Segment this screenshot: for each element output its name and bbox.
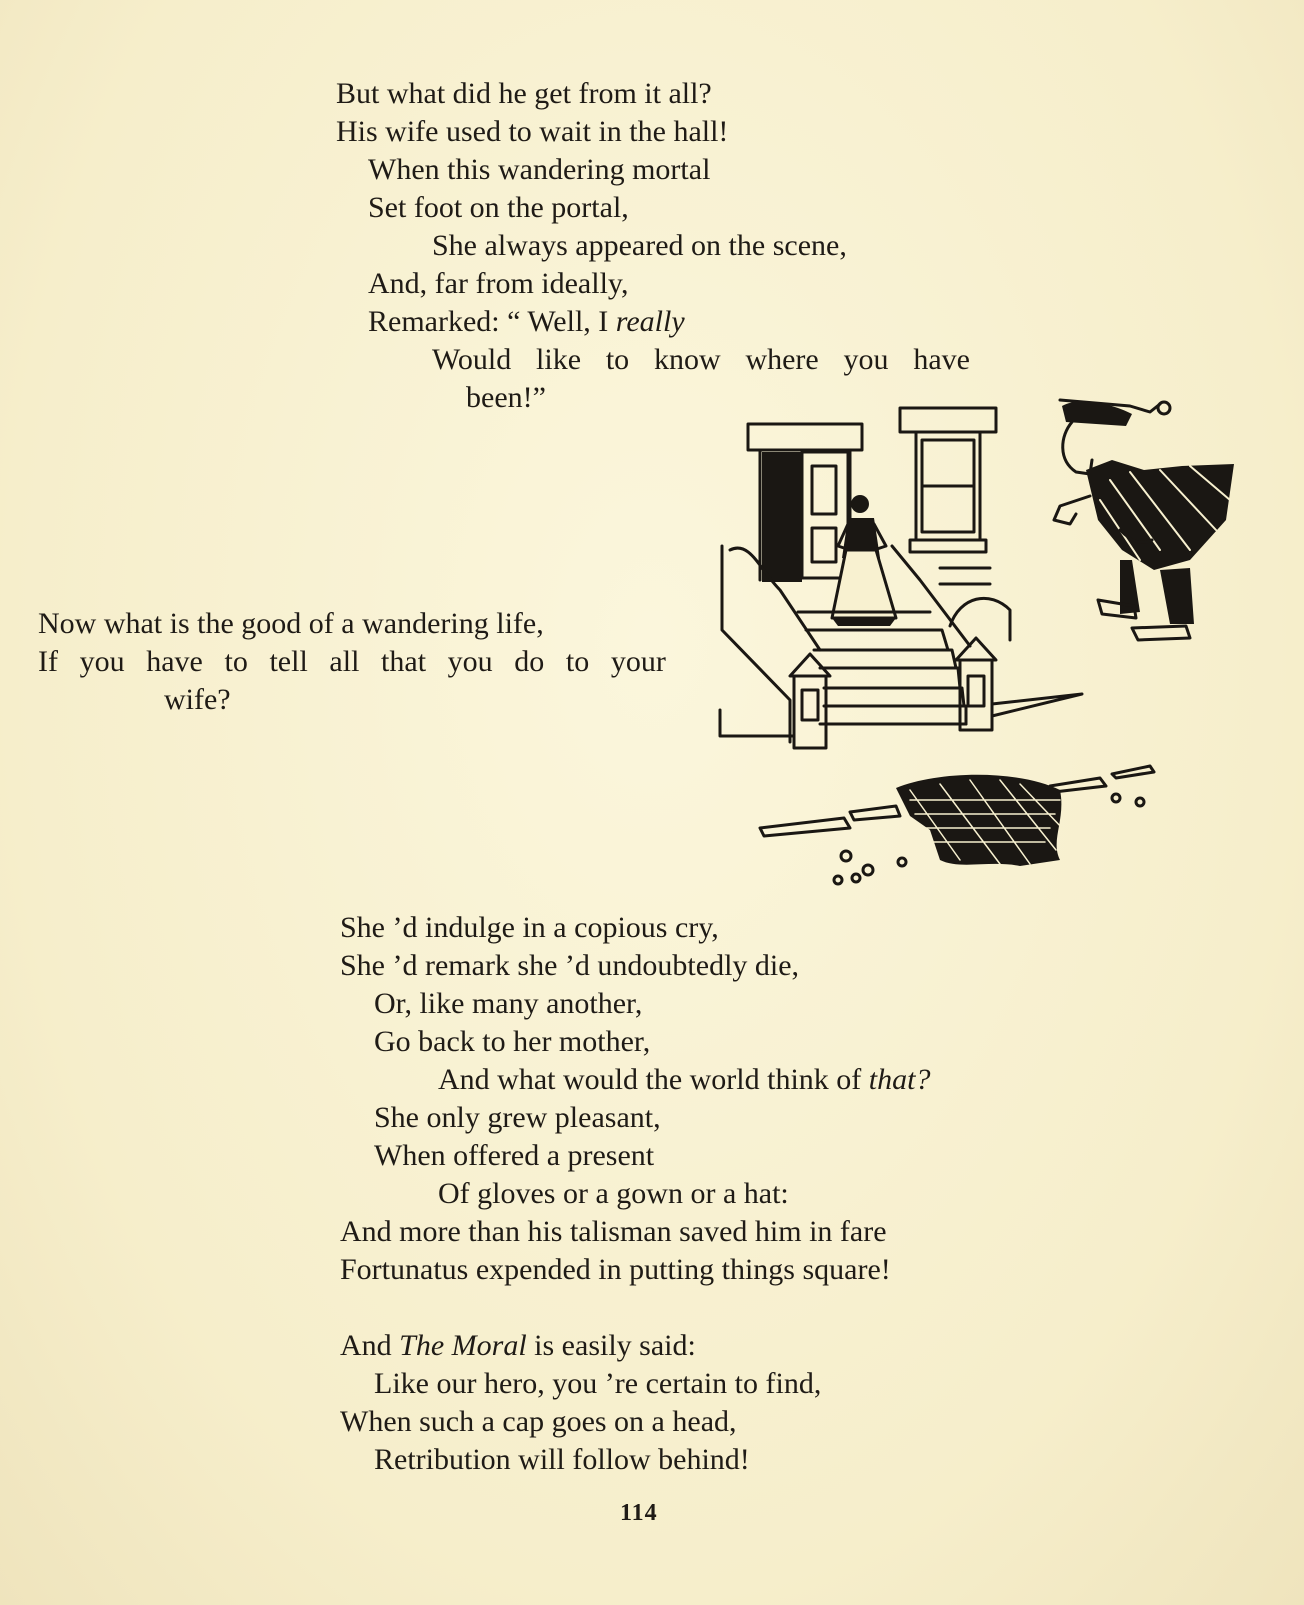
word: like (536, 343, 582, 376)
aside-line-justified (38, 644, 666, 680)
word: to (565, 645, 590, 678)
word: tell (269, 645, 308, 678)
italic-title: The Moral (399, 1329, 527, 1362)
right-lamp-post (956, 638, 996, 730)
doorstep-illustration (720, 400, 1260, 920)
verse-line: When offered a present (374, 1139, 655, 1172)
verse-line: And, far from ideally, (368, 267, 629, 300)
verse-line: When such a cap goes on a head, (340, 1405, 737, 1438)
verse-line: When this wandering mortal (368, 153, 711, 186)
verse-line: Of gloves or a gown or a hat: (438, 1177, 789, 1210)
italic-word: really (615, 305, 685, 338)
word: where (745, 343, 819, 376)
verse-line: Like our hero, you ’re certain to find, (374, 1367, 822, 1400)
word: Would (432, 343, 512, 376)
word: have (913, 343, 970, 376)
verse-line: Go back to her mother, (374, 1025, 651, 1058)
verse-line: Retribution will follow behind! (374, 1443, 750, 1476)
door-lintel (748, 424, 862, 450)
verse-line: And more than his talisman saved him in fare (340, 1215, 887, 1248)
verse-line (340, 1328, 696, 1364)
word: all (329, 645, 360, 678)
page-number: 114 (620, 1500, 658, 1526)
open-doorway (762, 452, 802, 582)
door-panel (812, 528, 836, 562)
word: that (381, 645, 427, 678)
verse-text: Remarked: “ Well, I (368, 305, 609, 338)
verse-line: She ’d remark she ’d undoubtedly die, (340, 949, 800, 982)
word: your (610, 645, 666, 678)
window-sash (922, 440, 974, 532)
window-lintel (900, 408, 996, 432)
word: do (514, 645, 545, 678)
wall-lines (940, 568, 990, 584)
verse-line (368, 304, 685, 340)
left-lamp-post (790, 654, 830, 748)
word: you (79, 645, 125, 678)
door-panel (812, 466, 836, 514)
verse-line: She always appeared on the scene, (432, 229, 847, 262)
woman-figure (832, 495, 896, 626)
aside-line: Now what is the good of a wandering life, (38, 607, 544, 640)
italic-word: that? (868, 1063, 931, 1096)
verse-text: And (340, 1329, 392, 1362)
word: If (38, 645, 58, 678)
verse-text: And what would the world think of (438, 1063, 862, 1096)
word: you (843, 343, 889, 376)
man-with-cap (1054, 400, 1234, 640)
verse-text: is easily said: (534, 1329, 696, 1362)
word: have (146, 645, 203, 678)
pavement (720, 694, 1082, 736)
word: you (447, 645, 493, 678)
verse-line: Fortunatus expended in putting things square! (340, 1253, 891, 1286)
verse-line-justified (432, 342, 970, 378)
verse-line: She only grew pleasant, (374, 1101, 661, 1134)
puddle (760, 766, 1154, 884)
verse-line: been!” (466, 381, 546, 414)
word: know (653, 343, 721, 376)
word: to (224, 645, 248, 678)
verse-line: His wife used to wait in the hall! (336, 115, 729, 148)
window-sill (910, 540, 986, 552)
verse-line: Or, like many another, (374, 987, 643, 1020)
verse-line (438, 1062, 930, 1098)
aside-line: wife? (164, 683, 231, 716)
verse-line: She ’d indulge in a copious cry, (340, 911, 719, 944)
word: to (605, 343, 630, 376)
verse-line: Set foot on the portal, (368, 191, 629, 224)
verse-line: But what did he get from it all? (336, 77, 712, 110)
